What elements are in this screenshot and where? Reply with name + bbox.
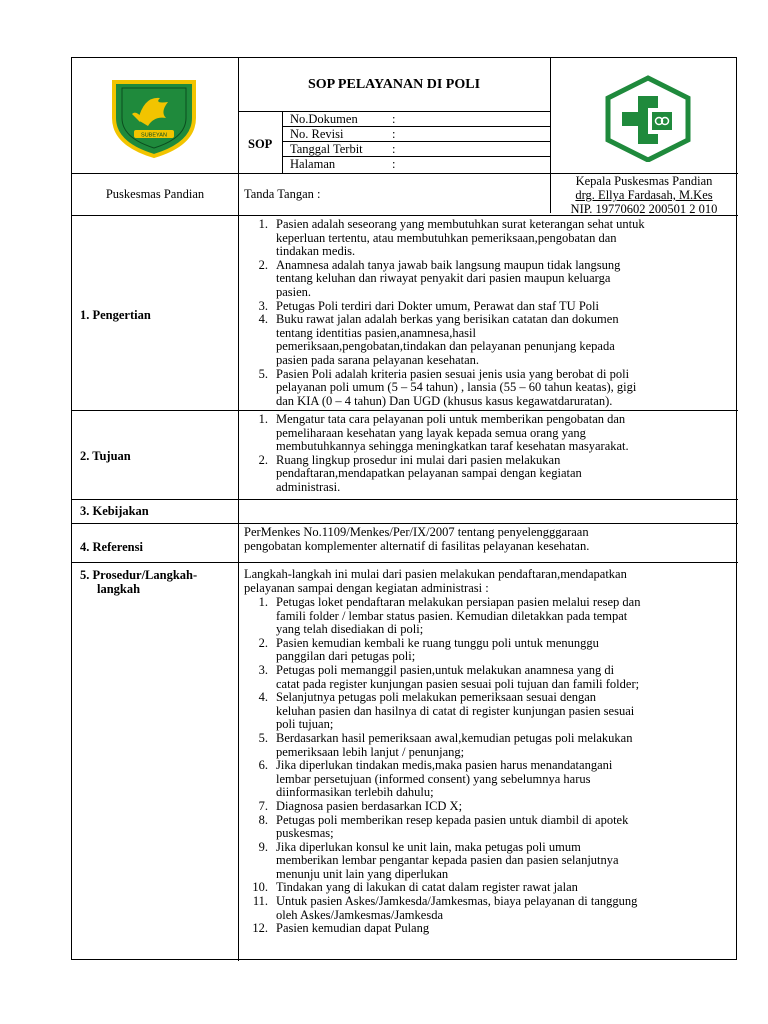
- section-label-kebijakan: 3. Kebijakan: [80, 504, 149, 518]
- list-item: 3. Petugas poli memanggil pasien,untuk melakukan anamnesa yang di catat pada register kunjungan pasien sesuai poli tujuan dan famili folder;: [258, 662, 640, 691]
- signature-label: Tanda Tangan :: [244, 187, 321, 201]
- prosedur-intro: Langkah-langkah ini mulai dari pasien melakukan pendaftaran,mendapatkan pelayanan sampai dengan kegiatan administrasi :: [244, 567, 627, 595]
- section-label-pengertian: 1. Pengertian: [80, 308, 151, 322]
- tujuan-list: [244, 413, 734, 495]
- field-colon: :: [392, 142, 396, 156]
- list-item: 7. Diagnosa pasien berdasarkan ICD X;: [258, 798, 463, 813]
- head-title: Kepala Puskesmas Pandian: [575, 174, 713, 188]
- head-nip: NIP. 19770602 200501 2 010: [570, 202, 718, 216]
- list-item: 4. Buku rawat jalan adalah berkas yang berisikan catatan dan dokumen tentang identitias pasien,anamnesa,hasil pemeriksaan,pengobatan,tindakan dan pelayanan penunjang kepada pasien pada sarana pelayanan kesehatan.: [258, 312, 619, 367]
- list-item: 6. Jika diperlukan tindakan medis,maka pasien harus menandatangani lembar persetujuan (informed consent) yang sebelumnya harus diinformasikan terlebih dahulu;: [258, 758, 613, 800]
- list-item: 12. Pasien kemudian dapat Pulang: [252, 921, 430, 936]
- list-item: 2. Ruang lingkup prosedur ini mulai dari pasien melakukan pendaftaran,mendapatkan pelayanan sampai dengan kegiatan administrasi.: [258, 452, 582, 494]
- field-no-revisi: No. Revisi: [290, 127, 344, 141]
- regency-shield-icon: [108, 74, 200, 160]
- regency-logo: [108, 74, 200, 160]
- sop-document: [71, 57, 737, 960]
- section-label-referensi: 4. Referensi: [80, 540, 143, 554]
- list-item: 5. Pasien Poli adalah kriteria pasien sesuai jenis usia yang berobat di poli pelayanan poli umum (5 – 54 tahun) , lansia (55 – 60 tahun keatas), gigi dan KIA (0 – 4 tahun) Dan UGD (khusus kasus kegawatdaruratan).: [258, 366, 637, 408]
- field-colon: :: [392, 112, 396, 126]
- list-item: 4. Selanjutnya petugas poli melakukan pemeriksaan sesuai dengan keluhan pasien dan hasilnya di catat di register kunjungan pasien sesuai poli tujuan;: [258, 690, 635, 732]
- logo-banner-text: SUBEYAN: [141, 132, 167, 139]
- field-halaman: Halaman: [290, 157, 336, 171]
- field-no-dokumen: No.Dokumen: [290, 112, 358, 126]
- list-item: 1. Petugas loket pendaftaran melakukan persiapan pasien melalui resep dan famili folder / lembar status pasien. Kemudian diletakkan pada tempat yang telah disediakan di poli;: [258, 595, 641, 637]
- sop-label: SOP: [248, 137, 273, 151]
- list-item: 2. Pasien kemudian kembali ke ruang tunggu poli untuk menunggu panggilan dari petugas poli;: [258, 635, 599, 664]
- section-label-tujuan: 2. Tujuan: [80, 449, 131, 463]
- list-item: 5. Berdasarkan hasil pemeriksaan awal,kemudian petugas poli melakukan pemeriksaan lebih lanjut / penunjang;: [258, 730, 633, 759]
- list-item: 8. Petugas poli memberikan resep kepada pasien untuk diambil di apotek puskesmas;: [258, 812, 629, 841]
- puskesmas-cross-icon: [602, 74, 694, 162]
- list-item: 9. Jika diperlukan konsul ke unit lain, maka petugas poli umum memberikan lembar pengantar kepada pasien dan pasien selanjutnya menunju unit lain yang diperlukan: [258, 839, 619, 881]
- document-title: SOP PELAYANAN DI POLI: [307, 77, 481, 92]
- section-label-prosedur: 5. Prosedur/Langkah- langkah: [80, 568, 198, 596]
- list-item: 10. Tindakan yang di lakukan di catat dalam register rawat jalan: [252, 880, 578, 895]
- list-item: 3. Petugas Poli terdiri dari Dokter umum, Perawat dan staf TU Poli: [258, 298, 599, 313]
- referensi-text: PerMenkes No.1109/Menkes/Per/IX/2007 tentang penyelengggaraan pengobatan komplementer alternatif di fasilitas pelayanan kesehatan.: [244, 525, 590, 553]
- list-item: 2. Anamnesa adalah tanya jawab baik langsung maupun tidak langsung tentang keluhan dan riwayat penyakit dari pasien maupun keluarga pasien.: [258, 257, 621, 299]
- head-name: drg. Ellya Fardasah, M.Kes: [575, 188, 713, 202]
- field-colon: :: [392, 157, 396, 171]
- field-colon: :: [392, 127, 396, 141]
- prosedur-list: [244, 596, 734, 936]
- institution-name: Puskesmas Pandian: [105, 187, 205, 201]
- field-tanggal-terbit: Tanggal Terbit: [290, 142, 363, 156]
- list-item: 1. Pasien adalah seseorang yang membutuhkan surat keterangan sehat untuk keperluan tertentu, atau membutuhkan pemeriksaan,pengobatan dan tindakan medis.: [258, 217, 645, 259]
- list-item: 1. Mengatur tata cara pelayanan poli untuk memberikan pengobatan dan pemeliharaan kesehatan yang layak kepada semua orang yang membutuhkannya sehingga meningkatkan taraf kesehatan masyarakat.: [258, 412, 629, 454]
- list-item: 11. Untuk pasien Askes/Jamkesda/Jamkesmas, biaya pelayanan di tanggung oleh Askes/Jamkesmas/Jamkesda: [252, 894, 638, 922]
- pengertian-list: [244, 218, 734, 408]
- puskesmas-logo: [602, 74, 694, 162]
